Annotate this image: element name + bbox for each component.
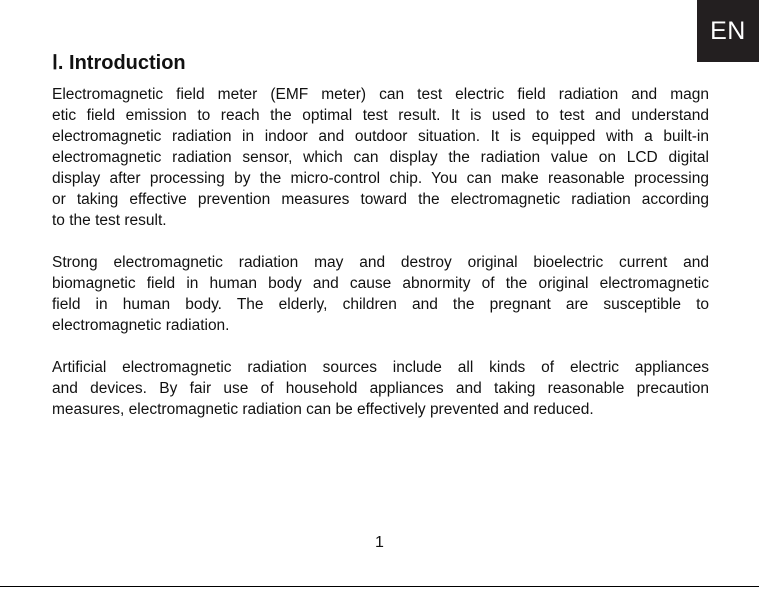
text-line: to the test result. (52, 212, 167, 229)
text-line: etic field emission to reach the optimal test result. It is used to test and understand (52, 107, 709, 124)
text-line: Electromagnetic field meter (EMF meter) can test electric field radiation and magn (52, 86, 709, 103)
language-tab-label: EN (710, 16, 746, 45)
text-line: electromagnetic radiation. (52, 317, 230, 334)
text-line: Strong electromagnetic radiation may and destroy original bioelectric current and (52, 254, 709, 271)
text-line: biomagnetic field in human body and cause abnormity of the original electromagnetic (52, 275, 709, 292)
language-tab (697, 0, 759, 62)
body-text (52, 84, 709, 441)
page-number: 1 (375, 534, 384, 551)
bottom-divider (0, 586, 759, 587)
paragraph-sources (52, 357, 709, 420)
text-line: electromagnetic radiation sensor, which can display the radiation value on LCD digital (52, 149, 709, 166)
text-line: electromagnetic radiation in indoor and outdoor situation. It is equipped with a built-in (52, 128, 709, 145)
text-line: or taking effective prevention measures toward the electromagnetic radiation according (52, 191, 709, 208)
text-line: measures, electromagnetic radiation can be effectively prevented and reduced. (52, 401, 594, 418)
paragraph-intro (52, 84, 709, 231)
text-line: and devices. By fair use of household appliances and taking reasonable precaution (52, 380, 709, 397)
text-line: field in human body. The elderly, children and the pregnant are susceptible to (52, 296, 709, 313)
text-line: display after processing by the micro-control chip. You can make reasonable processing (52, 170, 709, 187)
text-line: Artificial electromagnetic radiation sources include all kinds of electric appliances (52, 359, 709, 376)
paragraph-effects (52, 252, 709, 336)
section-heading: Ⅰ. Introduction (52, 52, 186, 74)
